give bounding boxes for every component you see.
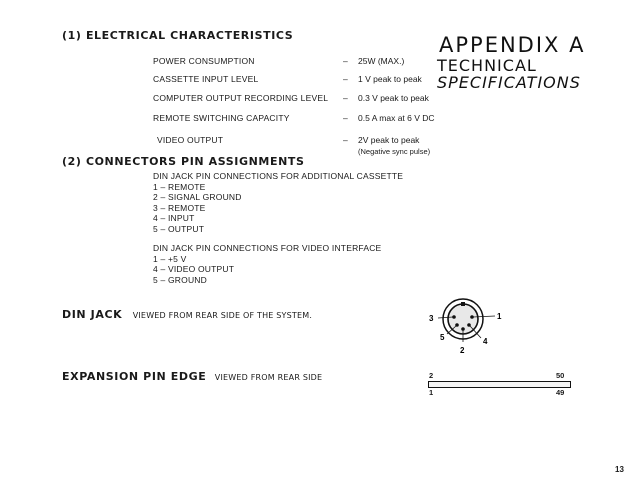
video-pin-title: DIN JACK PIN CONNECTIONS FOR VIDEO INTERFACE [153,243,382,253]
spec-value-video-output [358,135,430,156]
edge-label-top-right: 50 [556,371,565,380]
spec-dash: – [343,56,348,66]
spec-value-recording-level: 0.3 V peak to peak [358,93,429,103]
spec-dash: – [343,93,348,103]
din-pin-label-2: 2 [460,346,465,355]
din-jack-caption: VIEWED FROM REAR SIDE OF THE SYSTEM. [132,311,313,320]
spec-value-video-output-note: (Negative sync pulse) [358,147,431,156]
spec-value-power: 25W (MAX.) [358,56,405,66]
din-pin-label-1: 1 [497,312,502,321]
din-jack-diagram [424,290,514,356]
cassette-pin-block [153,171,403,234]
spec-value-cassette-input: 1 V peak to peak [358,74,422,84]
din-pin-label-5: 5 [440,333,445,342]
page-number: 13 [615,465,624,474]
video-pin-item: 5 – GROUND [153,274,207,285]
spec-dash: – [343,135,348,145]
spec-value-video-output-main: 2V peak to peak [358,135,420,145]
spec-label-power: POWER CONSUMPTION [153,56,255,66]
video-pin-item: 1 – +5 V [153,253,187,264]
din-pin-label-4: 4 [483,337,488,346]
cassette-pin-item: 1 – REMOTE [153,181,206,192]
edge-label-top-left: 2 [429,371,434,380]
video-pin-block [153,243,381,285]
spec-label-video-output: VIDEO OUTPUT [157,135,224,145]
expansion-heading: EXPANSION PIN EDGE [62,370,207,383]
spec-dash: – [343,113,348,123]
appendix-subtitle-line2: SPECIFICATIONS [437,73,581,92]
spec-label-remote-switching: REMOTE SWITCHING CAPACITY [153,113,290,123]
appendix-subtitle-line1: TECHNICAL [437,56,537,75]
din-pin-label-3: 3 [429,314,434,323]
cassette-pin-item: 5 – OUTPUT [153,223,205,234]
spec-label-recording-level: COMPUTER OUTPUT RECORDING LEVEL [153,93,329,103]
spec-label-cassette-input: CASSETTE INPUT LEVEL [153,74,259,84]
expansion-heading-row [62,370,322,383]
video-pin-item: 4 – VIDEO OUTPUT [153,264,235,274]
cassette-pin-item: 2 – SIGNAL GROUND [153,192,242,202]
expansion-caption: VIEWED FROM REAR SIDE [214,373,323,382]
section1-heading: (1) ELECTRICAL CHARACTERISTICS [62,29,294,42]
appendix-title: APPENDIX A [439,33,586,57]
expansion-edge-connector [428,381,571,388]
din-jack-heading-row [62,308,312,321]
spec-dash: – [343,74,348,84]
edge-label-bottom-right: 49 [556,388,565,397]
din-jack-heading: DIN JACK [62,308,123,321]
cassette-pin-title: DIN JACK PIN CONNECTIONS FOR ADDITIONAL CASSETTE [153,171,404,181]
din-jack-key-notch [461,302,465,306]
section2-heading: (2) CONNECTORS PIN ASSIGNMENTS [62,155,305,168]
edge-label-bottom-left: 1 [429,388,434,397]
cassette-pin-item: 3 – REMOTE [153,202,206,213]
cassette-pin-item: 4 – INPUT [153,213,195,223]
spec-value-remote-switching: 0.5 A max at 6 V DC [358,113,435,123]
